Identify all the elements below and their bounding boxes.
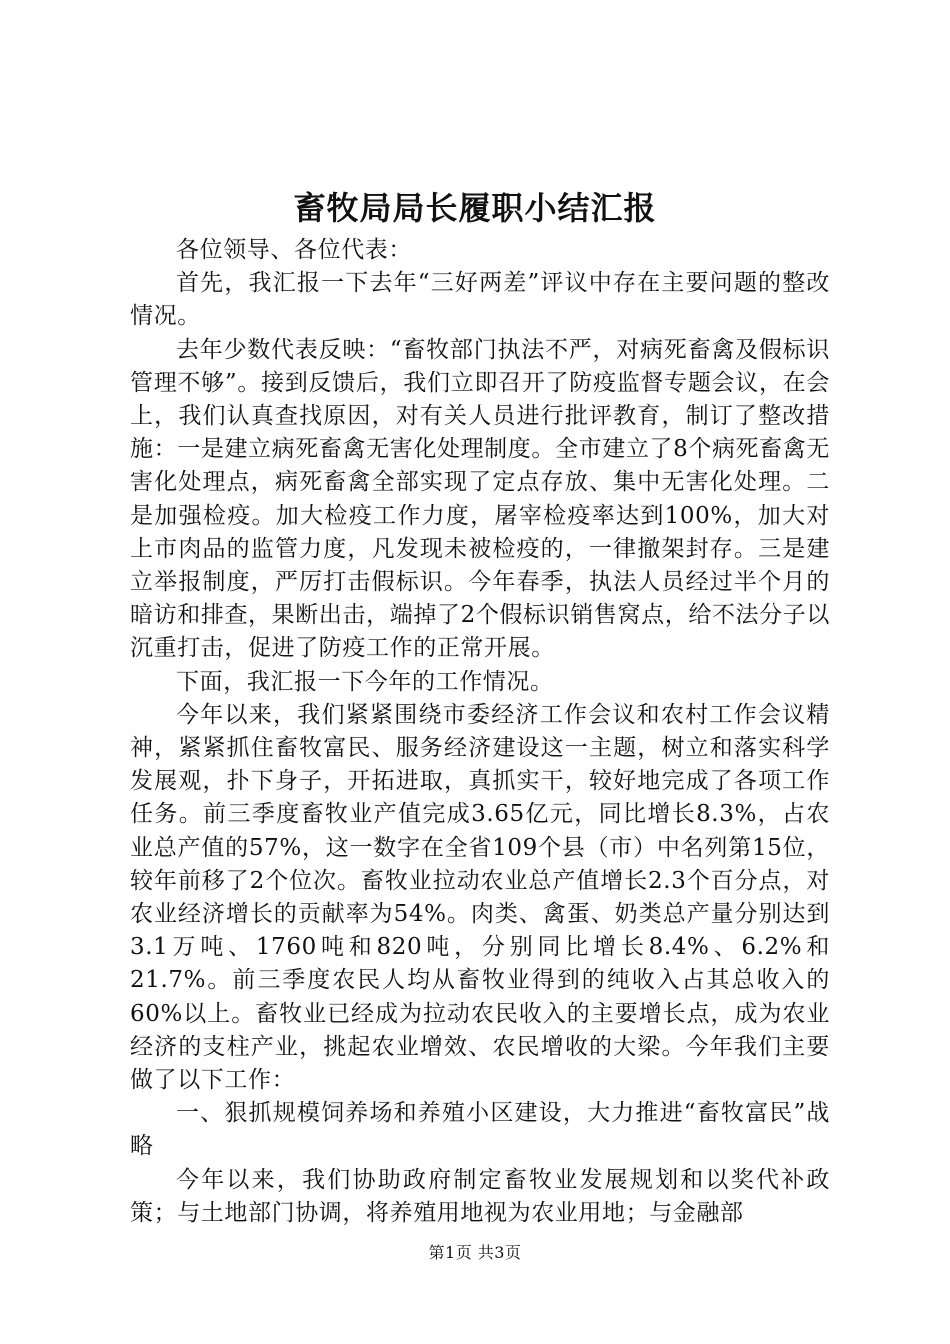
paragraph-intro: 首先，我汇报一下去年“三好两差”评议中存在主要问题的整改情况。 bbox=[130, 270, 830, 330]
document-title: 畜牧局局长履职小结汇报 bbox=[293, 189, 657, 227]
page-footer: 第1页 共3页 bbox=[428, 1243, 522, 1262]
paragraph-section-1-body: 今年以来，我们协助政府制定畜牧业发展规划和以奖代补政策；与土地部门协调，将养殖用地视为农业用地；与金融部 bbox=[130, 1166, 830, 1226]
paragraph-rectification: 去年少数代表反映：“畜牧部门执法不严，对病死畜禽及假标识管理不够”。接到反馈后，我们立即召开了防疫监督专题会议，在会上，我们认真查找原因，对有关人员进行批评教育，制订了整改措施：一是建立病死畜禽无害化处理制度。全市建立了8个病死畜禽无害化处理点，病死畜禽全部实现了定点存放、集中无害化处理。二是加强检疫。加大检疫工作力度，屠宰检疫率达到100%，加大对上市肉品的监管力度，凡发现未被检疫的，一律撤架封存。三是建立举报制度，严厉打击假标识。今年春季，执法人员经过半个月的暗访和排查，果断出击，端掉了2个假标识销售窝点，给不法分子以沉重打击，促进了防疫工作的正常开展。 bbox=[130, 336, 830, 662]
paragraph-section-heading-1: 一、狠抓规模饲养场和养殖小区建设，大力推进“畜牧富民”战略 bbox=[130, 1100, 830, 1160]
paragraph-work-summary: 今年以来，我们紧紧围绕市委经济工作会议和农村工作会议精神，紧紧抓住畜牧富民、服务经济建设这一主题，树立和落实科学发展观，扑下身子，开拓进取，真抓实干，较好地完成了各项工作任务。前三季度畜牧业产值完成3.65亿元，同比增长8.3%，占农业总产值的57%，这一数字在全省109个县（市）中名列第15位，较年前移了2个位次。畜牧业拉动农业总产值增长2.3个百分点，对农业经济增长的贡献率为54%。肉类、禽蛋、奶类总产量分别达到3.1万吨、1760吨和820吨，分别同比增长8.4%、6.2%和21.7%。前三季度农民人均从畜牧业得到的纯收入占其总收入的60%以上。畜牧业已经成为拉动农民收入的主要增长点，成为农业经济的支柱产业，挑起农业增效、农民增收的大梁。今年我们主要做了以下工作： bbox=[130, 701, 830, 1094]
paragraph-transition: 下面，我汇报一下今年的工作情况。 bbox=[176, 668, 554, 695]
document-body bbox=[130, 234, 830, 1230]
paragraph-salutation: 各位领导、各位代表： bbox=[176, 237, 412, 263]
